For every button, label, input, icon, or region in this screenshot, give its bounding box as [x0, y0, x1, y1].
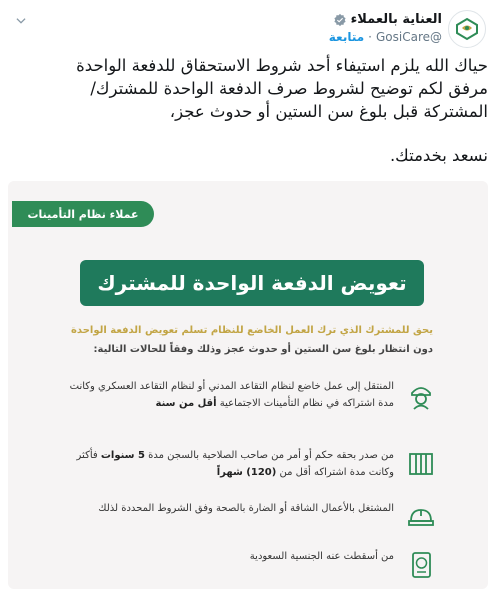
soldier-icon	[404, 378, 438, 412]
gosi-logo-icon	[453, 15, 481, 43]
account-meta-line	[329, 30, 442, 44]
condition-2-emphasis-months: (120) شهراً	[216, 467, 277, 478]
condition-text-3: المشتغل بالأعمال الشاقة أو الضارة بالصحة وفق الشروط المحددة لذلك	[98, 503, 394, 514]
tweet-line-4: نسعد بخدمتك.	[389, 146, 488, 165]
condition-item-1	[58, 378, 438, 412]
follow-button[interactable]: متابعة	[328, 30, 365, 44]
card-title: تعويض الدفعة الواحدة للمشترك	[80, 260, 424, 306]
account-name-line	[333, 12, 442, 27]
tweet-header	[10, 6, 486, 46]
condition-item-2	[58, 447, 438, 481]
avatar[interactable]	[448, 10, 486, 48]
account-name[interactable]: العناية بالعملاء	[350, 12, 442, 27]
tweet-line-3: المشتركة قبل بلوغ سن الستين أو حدوث عجز،	[169, 102, 488, 121]
tweet-line-2: مرفق لكم توضيح لشروط صرف الدفعة الواحدة للمشترك/	[90, 79, 488, 98]
condition-1-emphasis: أقل من سنة	[155, 398, 217, 409]
condition-2-body: من صدر بحقه حكم أو أمر من صاحب الصلاحية بالسجن مدة	[144, 450, 394, 461]
verified-badge-icon	[333, 13, 347, 27]
condition-item-3	[58, 500, 438, 534]
separator-dot: ·	[368, 30, 372, 44]
chevron-down-icon[interactable]	[14, 14, 28, 28]
condition-2-emphasis-years: 5 سنوات	[100, 450, 145, 461]
condition-text-4: من أسقطت عنه الجنسية السعودية	[249, 551, 394, 562]
condition-text-1	[58, 378, 394, 412]
category-badge: عملاء نظام التأمينات	[12, 201, 154, 227]
condition-text-2	[58, 447, 394, 481]
condition-1-body: المنتقل إلى عمل خاضع لنظام التقاعد المدني أو لنظام التقاعد العسكري وكانت مدة اشتراكه في نظام التأمينات الاجتماعية	[69, 381, 394, 409]
hard-hat-icon	[404, 500, 438, 534]
intro-line-2: دون انتظار بلوغ سن الستين أو حدوث عجز وذلك وفقاً للحالات التالية:	[93, 344, 433, 355]
card-intro	[63, 321, 433, 359]
prison-icon	[404, 447, 438, 481]
tweet-line-1: حياك الله يلزم استيفاء أحد شروط الاستحقاق للدفعة الواحدة	[76, 56, 488, 75]
condition-2-body-2: فأكثر وكانت مدة اشتراكه أقل من	[76, 450, 394, 478]
intro-line-1: يحق للمشترك الذي ترك العمل الخاضع للنظام تسلم تعويض الدفعة الواحدة	[71, 325, 433, 336]
attached-image-card[interactable]	[8, 181, 488, 589]
account-handle[interactable]: @GosiCare	[375, 30, 442, 44]
tweet-text	[10, 54, 488, 167]
condition-item-4	[58, 548, 438, 582]
passport-icon	[404, 548, 438, 582]
